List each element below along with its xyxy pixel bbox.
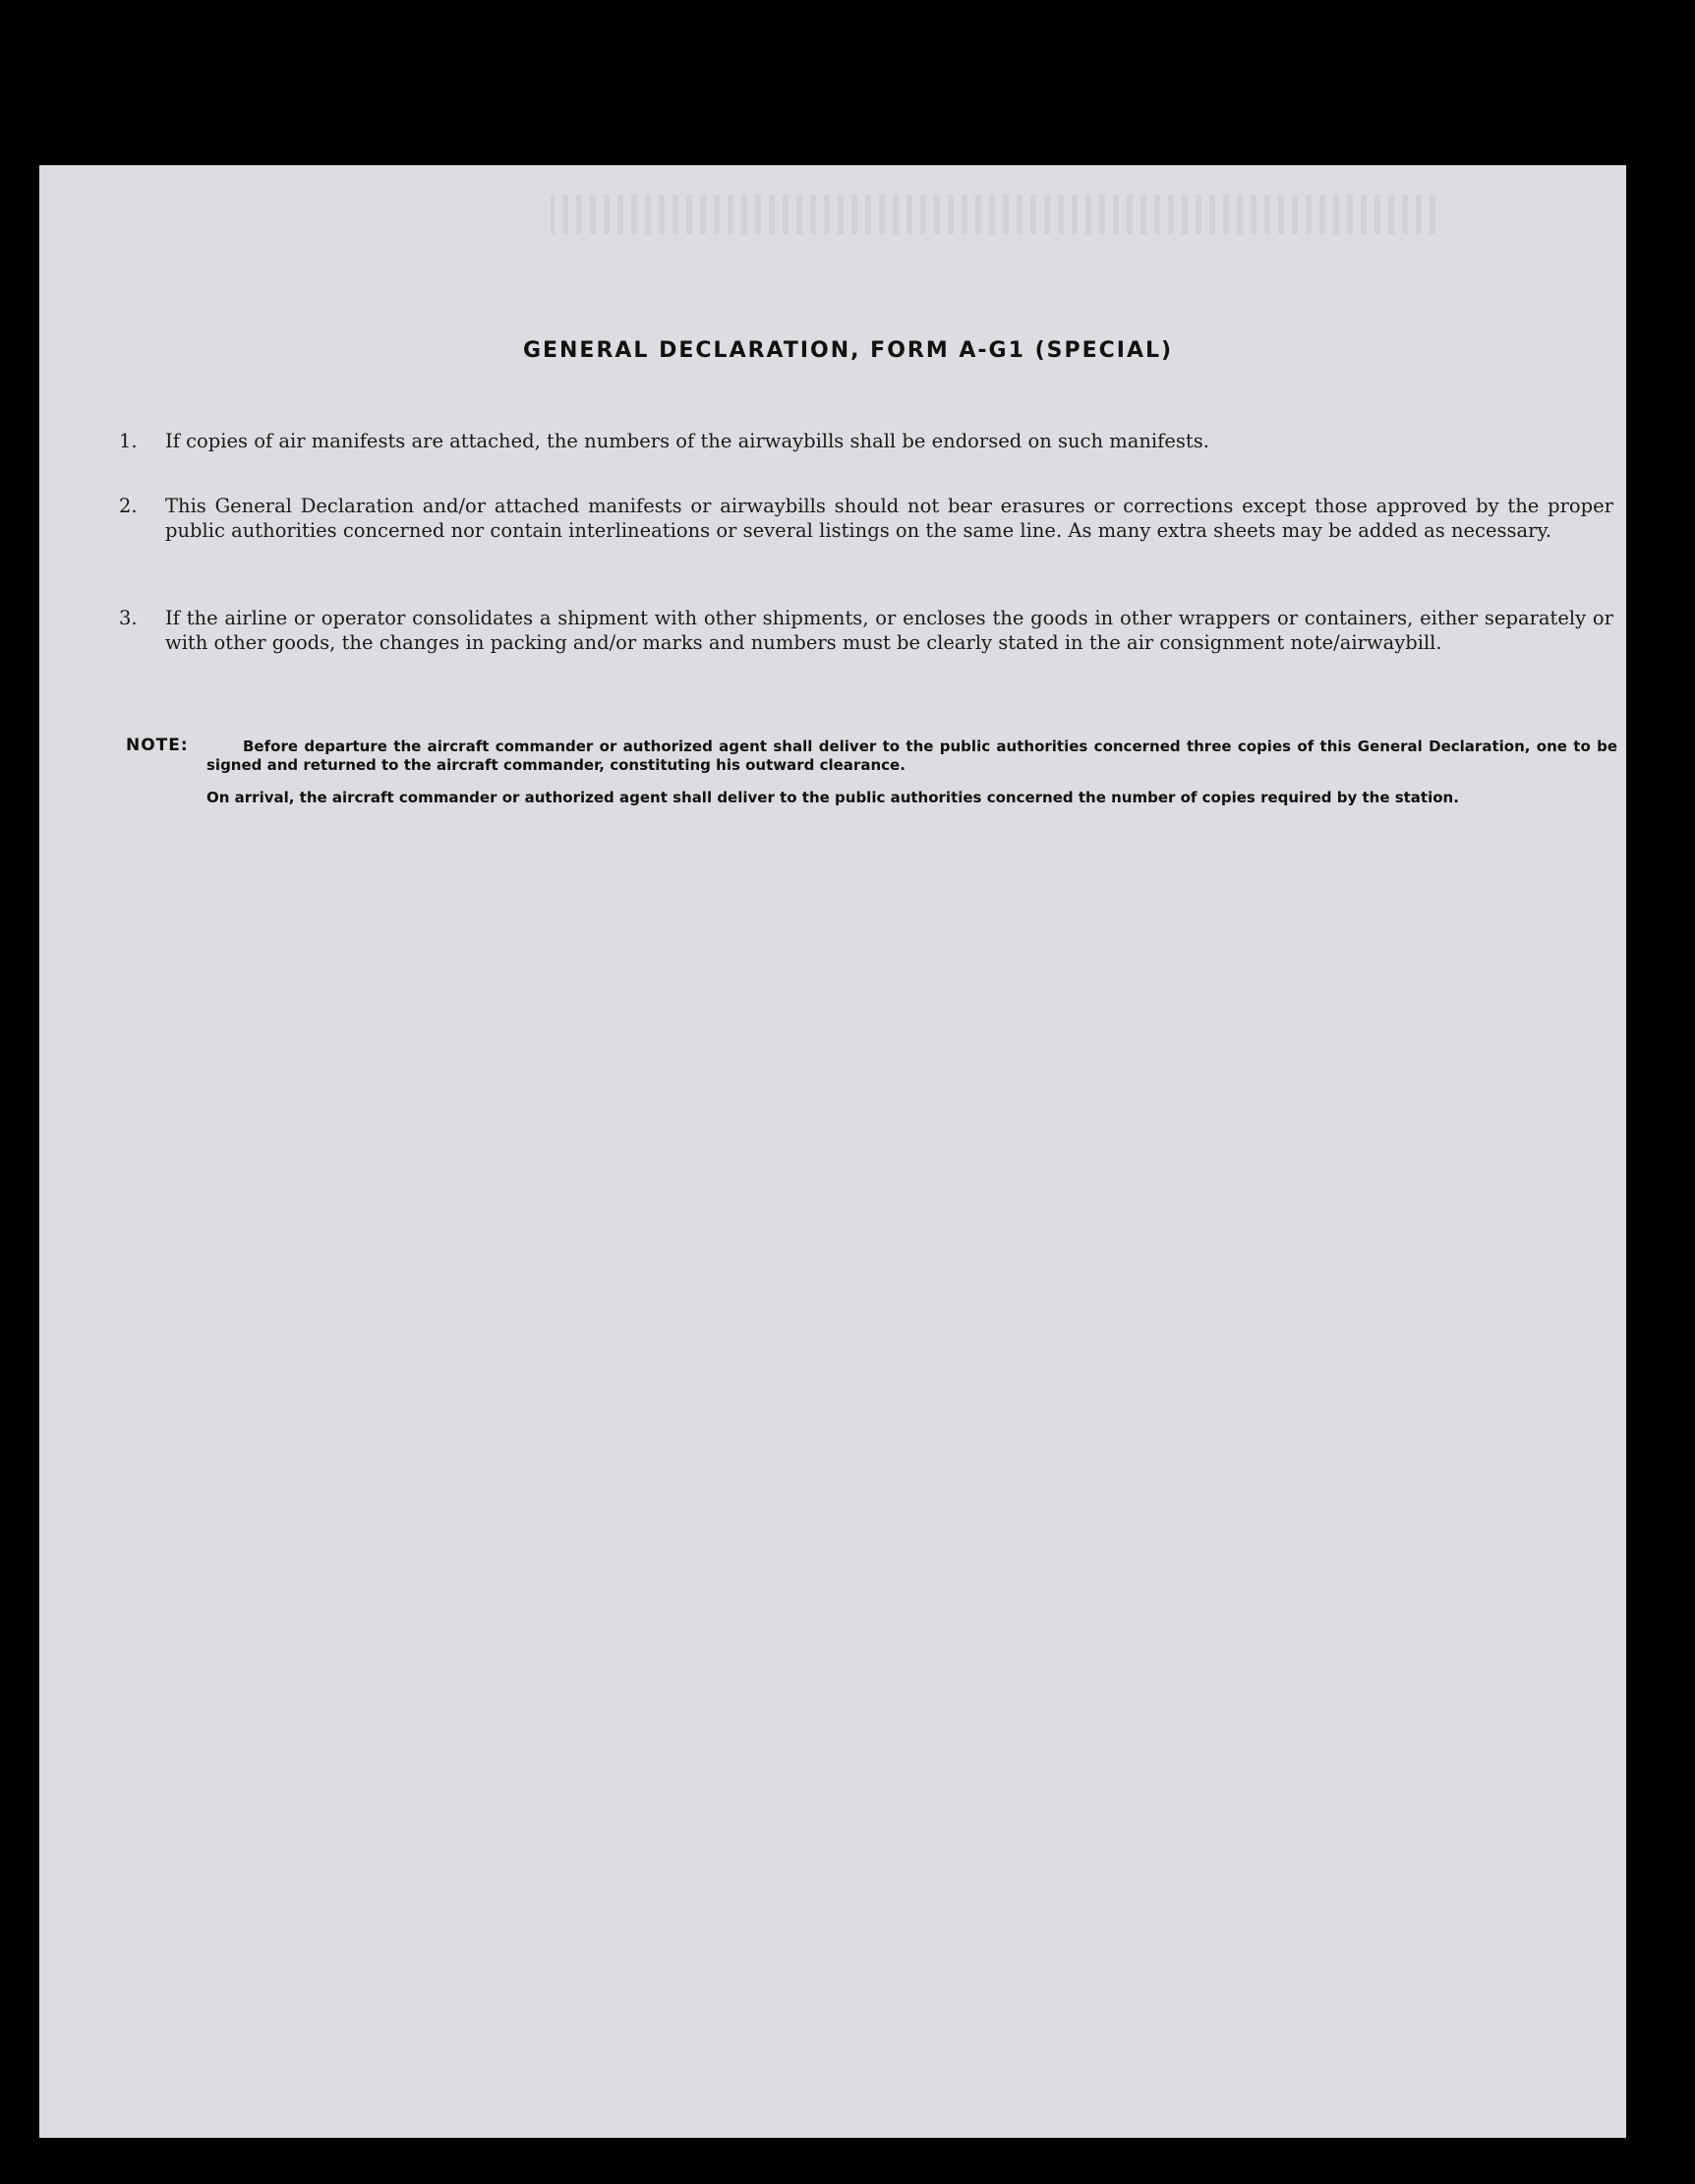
list-item xyxy=(119,606,1613,655)
note-label: NOTE: xyxy=(126,736,189,755)
page-title: GENERAL DECLARATION, FORM A-G1 (SPECIAL) xyxy=(522,338,1174,363)
item-text: If the airline or operator consolidates a shipment with other shipments, or encloses the goods in other wrappers or containers, either separately or with other goods, the changes in packing and/or marks and numbers must be clearly stated in the air consignment note/airwaybill. xyxy=(165,607,1613,654)
list-item xyxy=(119,429,1613,453)
note-paragraph: Before departure the aircraft commander or authorized agent shall deliver to the public authorities concerned three copies of this General Declaration, one to be signed and returned to the aircraft commander, constituting his outward clearance. xyxy=(206,738,1617,774)
item-text: If copies of air manifests are attached, the numbers of the airwaybills shall be endorsed on such manifests. xyxy=(165,430,1209,452)
bleed-through-text xyxy=(551,195,1435,234)
list-item xyxy=(119,494,1613,543)
document-page xyxy=(39,165,1626,2138)
item-text: This General Declaration and/or attached manifests or airwaybills should not bear erasures or corrections except those approved by the proper public authorities concerned nor contain interlineations or several listings on the same line. As many extra sheets may be added as necessary. xyxy=(165,495,1613,542)
note-paragraph: On arrival, the aircraft commander or authorized agent shall deliver to the public authorities concerned the number of copies required by the station. xyxy=(206,789,1459,806)
item-number: 2. xyxy=(119,495,138,517)
item-number: 3. xyxy=(119,607,138,629)
item-number: 1. xyxy=(119,430,138,452)
